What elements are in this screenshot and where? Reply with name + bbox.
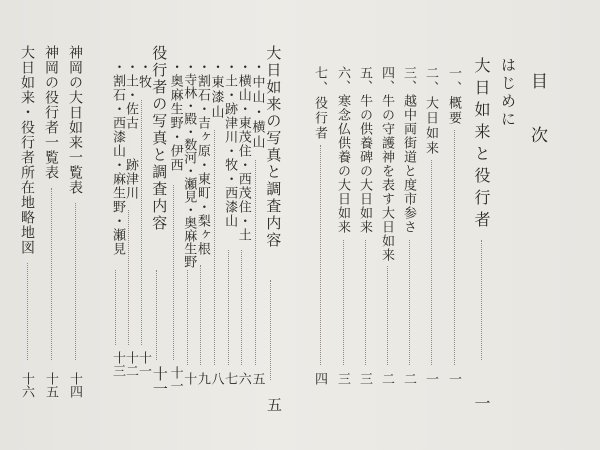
toc-entry-ushi-shugo[interactable]: 四、牛の守護神を表す大日如来 [379, 66, 394, 262]
toc-entry-oku-asaouno[interactable]: ・奥麻生野・伊西 [167, 60, 183, 172]
leader-dots [320, 145, 321, 365]
leader-dots [214, 130, 215, 365]
toc-entry-gyoja-photos[interactable]: 役行者の写真と調査内容 [150, 45, 169, 232]
toc-entry-tsuchi[interactable]: ・土・跡津川・牧・西漆山 [222, 60, 238, 228]
toc-entry-maki[interactable]: ・牧 [135, 60, 151, 90]
leader-dots [270, 280, 271, 380]
page-number: 一 [446, 372, 461, 385]
page-number: 五 [264, 397, 283, 412]
leader-dots [173, 185, 174, 360]
leader-dots [241, 250, 242, 365]
toc-entry-hajimeni[interactable]: はじめに [499, 57, 517, 129]
page-number: 三 [335, 372, 350, 385]
leader-dots [228, 250, 229, 365]
toc-entry-gyoja[interactable]: 七、役行者 [312, 66, 327, 141]
toc-entry-gaiyo[interactable]: 一、概要 [446, 66, 461, 126]
toc-entry-wariishi[interactable]: ・割石・吉ヶ原・東町・梨ヶ根 [194, 60, 210, 256]
leader-dots [343, 240, 344, 365]
toc-entry-kamioka-gyoja-list[interactable]: 神岡の役行者一覧表 [43, 45, 59, 180]
leader-dots [431, 160, 432, 365]
toc-entry-kamioka-dainichi-list[interactable]: 神岡の大日如来一覧表 [67, 45, 83, 195]
leader-dots [200, 265, 201, 365]
page-number: 五 [249, 372, 265, 385]
leader-dots [141, 100, 142, 345]
toc-entry-tsuchi-sako[interactable]: ・土・佐古 跡津川 [122, 60, 138, 200]
page-number: 一 [423, 372, 438, 385]
page-number: 十三 [109, 351, 125, 377]
page-number: 十二 [122, 351, 138, 377]
page-number: 十一 [167, 366, 183, 392]
toc-entry-nakayama[interactable]: ・中山・横山 [249, 60, 265, 150]
leader-dots [51, 188, 52, 360]
page-number: 十五 [43, 372, 58, 398]
leader-dots [27, 263, 28, 360]
page-number: 十六 [19, 372, 34, 398]
leader-dots [387, 266, 388, 365]
leader-dots [454, 130, 455, 365]
toc-entry-map[interactable]: 大日如来・役行者所在地略地図 [19, 45, 35, 255]
page-number: 六 [235, 372, 251, 385]
page-number: 四 [312, 372, 327, 385]
leader-dots [156, 270, 157, 360]
toc-entry-dainichi[interactable]: 二、大日如来 [423, 66, 438, 156]
toc-entry-dainichi-gyoja[interactable]: 大日如来と役行者 [472, 57, 491, 233]
leader-dots [365, 240, 366, 365]
toc-entry-kannen[interactable]: 六、寒念仏供養の大日如来 [335, 66, 350, 234]
page-number: 十一 [150, 366, 169, 396]
toc-entry-ushi-kuyo[interactable]: 五、牛の供養碑の大日如来 [357, 66, 372, 234]
page-number: 二 [401, 372, 416, 385]
toc-entry-dainichi-photos[interactable]: 大日如来の写真と調査内容 [264, 45, 283, 249]
page-number: 三 [357, 372, 372, 385]
toc-entry-etchu[interactable]: 三、越中両街道と度市参さ [401, 66, 416, 234]
page-number: 十四 [67, 372, 82, 398]
page-number: 八 [208, 372, 224, 385]
toc-title: 目 次 [527, 72, 547, 153]
leader-dots [187, 270, 188, 365]
leader-dots [409, 240, 410, 365]
toc-entry-yokoyama[interactable]: ・横山・東茂住・西茂住・土 [235, 60, 251, 242]
toc-entry-wariishi2[interactable]: ・割石・西漆山・麻生野・瀬見 [109, 60, 125, 256]
leader-dots [115, 270, 116, 345]
page-number: 七 [222, 372, 238, 385]
leader-dots [481, 240, 482, 360]
page-number: 九 [194, 372, 210, 385]
page-number: 二 [379, 372, 394, 385]
toc-entry-terabayashi[interactable]: ・寺林・殿・数河・瀬見・奥麻生野 [181, 60, 197, 268]
toc-entry-higashi-urushi[interactable]: ・東漆山 [208, 60, 224, 120]
leader-dots [128, 210, 129, 345]
leader-dots [255, 160, 256, 365]
page-number: 一 [472, 395, 491, 411]
page-number: 十 [181, 372, 197, 385]
page-number: 十一 [135, 351, 151, 377]
leader-dots [75, 203, 76, 360]
